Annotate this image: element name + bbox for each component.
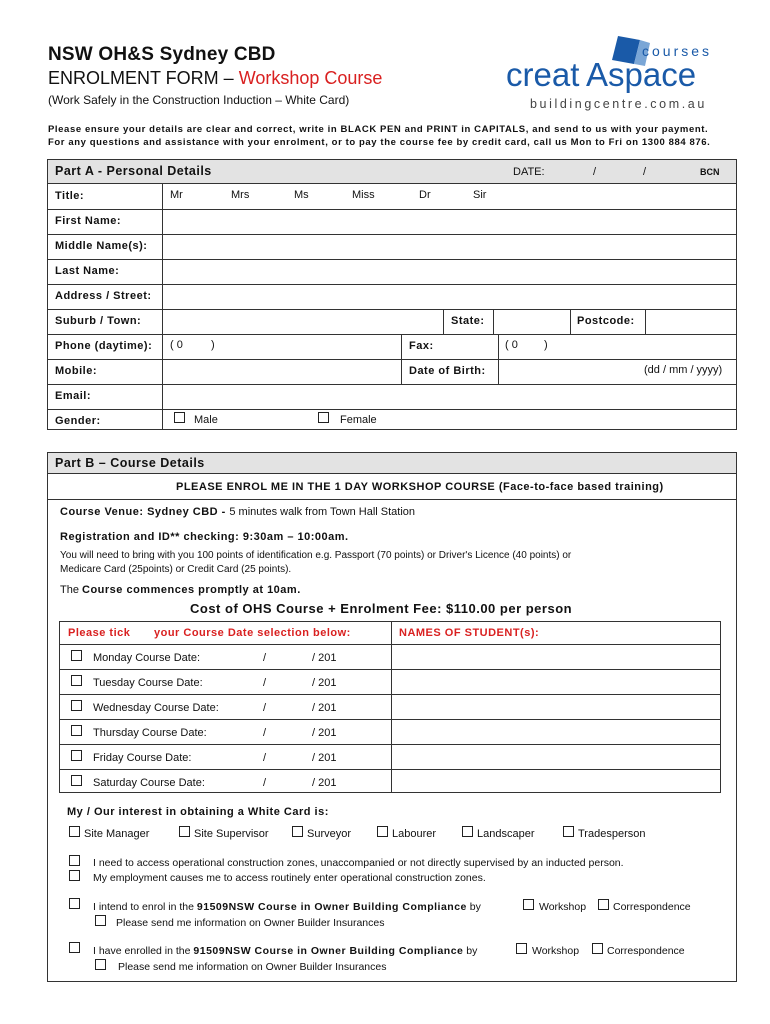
- date-label: DATE:: [513, 166, 545, 178]
- interest-heading: My / Our interest in obtaining a White Card is:: [67, 806, 329, 818]
- state-label: State:: [451, 315, 485, 327]
- site-supervisor-label: Site Supervisor: [194, 828, 269, 840]
- saturday-checkbox[interactable]: [71, 775, 82, 786]
- site-manager-label: Site Manager: [84, 828, 150, 840]
- suburb-label: Suburb / Town:: [55, 315, 142, 327]
- tuesday-date-year: / 201: [312, 677, 337, 689]
- owner-info-checkbox[interactable]: [95, 915, 106, 926]
- mobile-field[interactable]: [163, 360, 401, 384]
- fax-label: Fax:: [409, 340, 434, 352]
- thursday-date-year: / 201: [312, 727, 337, 739]
- intend-course: 91509NSW Course in Owner Building Compliance: [196, 901, 467, 913]
- title-option-dr[interactable]: Dr: [419, 189, 431, 201]
- title-option-ms[interactable]: Ms: [294, 189, 309, 201]
- venue-label: Course Venue: Sydney CBD -: [60, 506, 230, 518]
- wednesday-date-year: / 201: [312, 702, 337, 714]
- enrolled-checkbox[interactable]: [69, 942, 80, 953]
- wednesday-checkbox[interactable]: [71, 700, 82, 711]
- owner-info-2-label: Please send me information on Owner Builder Insurances: [118, 961, 387, 973]
- last-name-label: Last Name:: [55, 265, 120, 277]
- enrolled-prefix: I have enrolled in the: [93, 945, 194, 957]
- title-label: Title:: [55, 190, 85, 202]
- last-name-field[interactable]: [163, 260, 736, 284]
- enrolled-workshop-label: Workshop: [532, 945, 580, 957]
- enrolled-correspondence-checkbox[interactable]: [592, 943, 603, 954]
- male-checkbox[interactable]: [174, 412, 185, 423]
- monday-date-year: / 201: [312, 652, 337, 664]
- thursday-checkbox[interactable]: [71, 725, 82, 736]
- intend-workshop-label: Workshop: [539, 901, 587, 913]
- labourer-checkbox[interactable]: [377, 826, 388, 837]
- postcode-field[interactable]: [646, 310, 736, 334]
- intend-prefix: I intend to enrol in the: [93, 901, 197, 913]
- intend-correspondence-checkbox[interactable]: [598, 899, 609, 910]
- first-name-field[interactable]: [163, 210, 736, 234]
- middle-names-label: Middle Name(s):: [55, 240, 148, 252]
- title-option-mr[interactable]: Mr: [170, 189, 183, 201]
- date-sep-2: /: [643, 166, 647, 178]
- enrolled-course: 91509NSW Course in Owner Building Compliance: [193, 945, 464, 957]
- friday-date-label: Friday Course Date:: [93, 752, 192, 764]
- form-title: NSW OH&S Sydney CBD: [48, 44, 276, 65]
- friday-date-year: / 201: [312, 752, 337, 764]
- enrolled-by: by: [463, 945, 478, 957]
- instruction-line-1: Please ensure your details are clear and correct, write in BLACK PEN and PRINT in CAPITALS, and send to us with your payment.: [48, 124, 709, 135]
- title-option-sir[interactable]: Sir: [473, 189, 487, 201]
- female-label: Female: [340, 414, 377, 426]
- part-b-title: Part B – Course Details: [55, 456, 205, 470]
- date-sep-1: /: [593, 166, 597, 178]
- tuesday-date-label: Tuesday Course Date:: [93, 677, 203, 689]
- dob-label: Date of Birth:: [409, 365, 486, 377]
- part-b-section: [47, 452, 737, 982]
- creataspace-logo: [500, 30, 745, 115]
- employment-access-checkbox[interactable]: [69, 870, 80, 881]
- subtitle-highlight: Workshop Course: [238, 68, 383, 88]
- thursday-date-sep: /: [263, 727, 267, 739]
- access-zones-label: I need to access operational construction zones, unaccompanied or not directly supervised by an inducted person.: [93, 857, 624, 869]
- enrolled-correspondence-label: Correspondence: [607, 945, 685, 957]
- logo-space-text: space: [608, 56, 697, 93]
- logo-courses-text: courses: [642, 43, 713, 59]
- logo-a-text: A: [586, 56, 609, 93]
- monday-date-label: Monday Course Date:: [93, 652, 200, 664]
- phone-area-open: ( 0: [170, 339, 183, 351]
- labourer-label: Labourer: [392, 828, 437, 840]
- site-supervisor-checkbox[interactable]: [179, 826, 190, 837]
- enrolled-workshop-checkbox[interactable]: [516, 943, 527, 954]
- surveyor-checkbox[interactable]: [292, 826, 303, 837]
- site-manager-checkbox[interactable]: [69, 826, 80, 837]
- instruction-line-2: For any questions and assistance with your enrolment, or to pay the course fee by credit card, call us Mon to Fri on 1300 884 876.: [48, 137, 711, 148]
- title-option-miss[interactable]: Miss: [352, 189, 375, 201]
- intend-enrol-line: [93, 901, 481, 913]
- commence-bold: Course commences promptly at 10am.: [82, 584, 301, 596]
- course-cost: Cost of OHS Course + Enrolment Fee: $110.00 per person: [190, 601, 573, 616]
- postcode-label: Postcode:: [577, 315, 635, 327]
- enrol-heading: PLEASE ENROL ME IN THE 1 DAY WORKSHOP COURSE (Face-to-face based training): [176, 481, 664, 493]
- logo-url-text: buildingcentre.com.au: [530, 97, 707, 111]
- part-a-title: Part A - Personal Details: [55, 164, 212, 178]
- wednesday-date-label: Wednesday Course Date:: [93, 702, 219, 714]
- wednesday-date-sep: /: [263, 702, 267, 714]
- fax-area-open: ( 0: [505, 339, 518, 351]
- bcn-label: BCN: [700, 167, 720, 177]
- tradesperson-label: Tradesperson: [578, 828, 646, 840]
- owner-info-label: Please send me information on Owner Builder Insurances: [116, 917, 385, 929]
- course-date-table: [59, 621, 721, 793]
- intend-enrol-checkbox[interactable]: [69, 898, 80, 909]
- gender-label: Gender:: [55, 415, 101, 427]
- instructions: [48, 123, 710, 149]
- thursday-date-label: Thursday Course Date:: [93, 727, 207, 739]
- form-subtitle: [48, 68, 382, 89]
- id-line-1: You will need to bring with you 100 points of identification e.g. Passport (70 points) or Driver's Licence (40 points) or: [60, 550, 572, 561]
- suburb-field[interactable]: [163, 310, 443, 334]
- female-checkbox[interactable]: [318, 412, 329, 423]
- state-field[interactable]: [494, 310, 570, 334]
- owner-info-2-checkbox[interactable]: [95, 959, 106, 970]
- landscaper-checkbox[interactable]: [462, 826, 473, 837]
- tick-instruction-2: your Course Date selection below:: [154, 627, 351, 639]
- landscaper-label: Landscaper: [477, 828, 535, 840]
- subtitle-prefix: ENROLMENT FORM –: [48, 68, 239, 88]
- phone-label: Phone (daytime):: [55, 340, 153, 352]
- tuesday-checkbox[interactable]: [71, 675, 82, 686]
- venue-line: [60, 506, 415, 518]
- mobile-label: Mobile:: [55, 365, 97, 377]
- student-names-label: NAMES OF STUDENT(s):: [399, 627, 540, 639]
- registration-line: Registration and ID** checking: 9:30am – 10:00am.: [60, 531, 349, 543]
- tick-instruction: Please tick: [68, 627, 131, 639]
- male-label: Male: [194, 414, 218, 426]
- monday-date-sep: /: [263, 652, 267, 664]
- commence-prefix: The: [60, 584, 83, 596]
- logo-creat-text: creat: [506, 56, 580, 93]
- employment-access-label: My employment causes me to access routinely enter operational construction zones.: [93, 872, 486, 884]
- intend-workshop-checkbox[interactable]: [523, 899, 534, 910]
- saturday-date-sep: /: [263, 777, 267, 789]
- intend-correspondence-label: Correspondence: [613, 901, 691, 913]
- title-option-mrs[interactable]: Mrs: [231, 189, 250, 201]
- tuesday-date-sep: /: [263, 677, 267, 689]
- friday-date-sep: /: [263, 752, 267, 764]
- monday-checkbox[interactable]: [71, 650, 82, 661]
- email-field[interactable]: [163, 385, 736, 409]
- first-name-label: First Name:: [55, 215, 122, 227]
- saturday-date-year: / 201: [312, 777, 337, 789]
- dob-format-hint: (dd / mm / yyyy): [644, 364, 723, 376]
- logo-graphic: [500, 30, 745, 115]
- saturday-date-label: Saturday Course Date:: [93, 777, 205, 789]
- friday-checkbox[interactable]: [71, 750, 82, 761]
- phone-area-close: ): [211, 339, 215, 351]
- address-label: Address / Street:: [55, 290, 152, 302]
- id-line-2: Medicare Card (25points) or Credit Card (25 points).: [60, 564, 292, 575]
- tradesperson-checkbox[interactable]: [563, 826, 574, 837]
- venue-text: 5 minutes walk from Town Hall Station: [229, 506, 416, 518]
- commence-line: [60, 584, 301, 596]
- email-label: Email:: [55, 390, 92, 402]
- intend-by: by: [466, 901, 481, 913]
- surveyor-label: Surveyor: [307, 828, 352, 840]
- middle-names-field[interactable]: [163, 235, 736, 259]
- enrolled-line: [93, 945, 477, 957]
- access-zones-checkbox[interactable]: [69, 855, 80, 866]
- address-field[interactable]: [163, 285, 736, 309]
- fax-area-close: ): [544, 339, 548, 351]
- course-name: (Work Safely in the Construction Induction – White Card): [48, 93, 350, 107]
- part-a-section: [47, 159, 737, 430]
